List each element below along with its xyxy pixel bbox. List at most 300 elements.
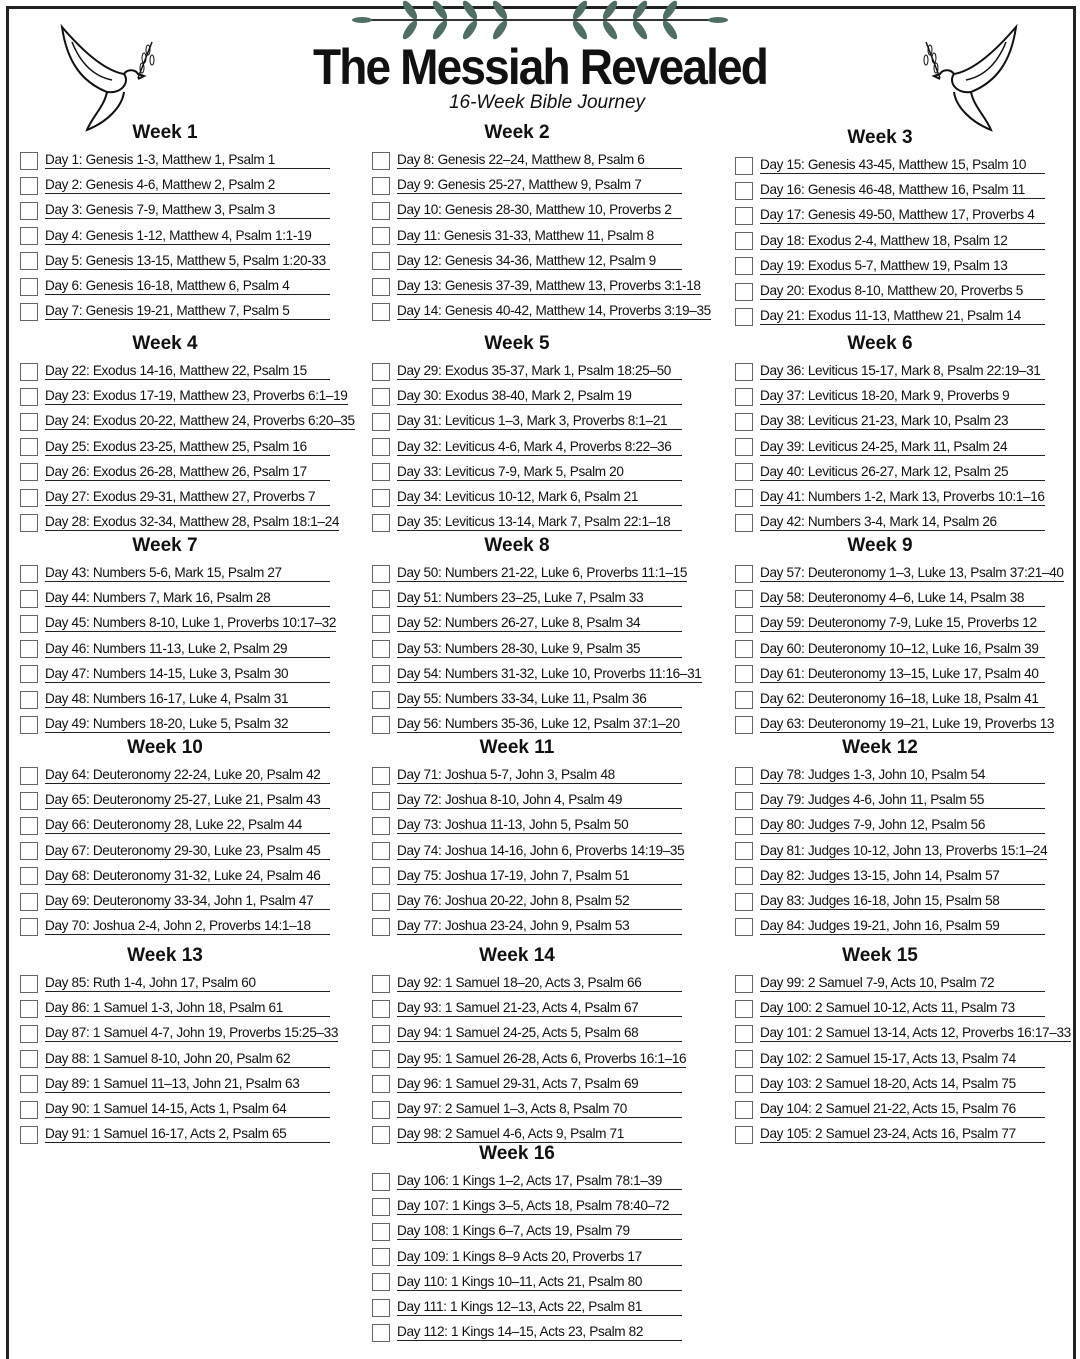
day-checkbox[interactable] [20, 489, 38, 507]
day-reading-label: Day 103: 2 Samuel 18-20, Acts 14, Psalm 75 [760, 1076, 1045, 1093]
day-checkbox[interactable] [20, 227, 38, 245]
day-checkbox[interactable] [735, 232, 753, 250]
day-checkbox[interactable] [372, 918, 390, 936]
day-reading-label: Day 45: Numbers 8-10, Luke 1, Proverbs 10:17–32 [45, 615, 337, 631]
day-checkbox[interactable] [20, 303, 38, 321]
day-checkbox[interactable] [735, 975, 753, 993]
day-checkbox[interactable] [372, 842, 390, 860]
reading-day-item [372, 1270, 717, 1295]
week-title: Week 15 [842, 945, 918, 966]
reading-day-item [20, 274, 365, 299]
day-checkbox[interactable] [20, 1101, 38, 1119]
day-checkbox[interactable] [20, 1050, 38, 1068]
day-reading-label: Day 3: Genesis 7-9, Matthew 3, Psalm 3 [45, 202, 330, 219]
day-checkbox[interactable] [735, 489, 753, 507]
day-checkbox[interactable] [20, 1126, 38, 1144]
reading-day-item [372, 611, 717, 636]
day-reading-label: Day 91: 1 Samuel 16-17, Acts 2, Psalm 65 [45, 1126, 330, 1143]
day-checkbox[interactable] [372, 202, 390, 220]
reading-day-item [372, 1072, 717, 1097]
day-checkbox[interactable] [735, 792, 753, 810]
day-reading-label: Day 46: Numbers 11-13, Luke 2, Psalm 29 [45, 641, 330, 658]
day-checkbox[interactable] [735, 867, 753, 885]
day-reading-label: Day 27: Exodus 29-31, Matthew 27, Proverbs 7 [45, 489, 330, 506]
reading-day-item [372, 763, 717, 788]
day-reading-label: Day 81: Judges 10-12, John 13, Proverbs 15:1–24 [760, 842, 1048, 858]
reading-day-item [735, 637, 1080, 662]
day-checkbox[interactable] [372, 177, 390, 195]
day-checkbox[interactable] [372, 489, 390, 507]
day-checkbox[interactable] [735, 207, 753, 225]
reading-day-item [372, 1245, 717, 1270]
day-reading-label: Day 43: Numbers 5-6, Mark 15, Psalm 27 [45, 565, 330, 582]
day-reading-label: Day 109: 1 Kings 8–9 Acts 20, Proverbs 17 [397, 1249, 682, 1266]
day-checkbox[interactable] [372, 1050, 390, 1068]
reading-day-item [20, 1047, 365, 1072]
day-reading-label: Day 7: Genesis 19-21, Matthew 7, Psalm 5 [45, 303, 330, 320]
day-checkbox[interactable] [735, 413, 753, 431]
day-checkbox[interactable] [20, 438, 38, 456]
day-checkbox[interactable] [20, 817, 38, 835]
day-reading-label: Day 36: Leviticus 15-17, Mark 8, Psalm 22:19–31 [760, 363, 1045, 380]
day-checkbox[interactable] [372, 1025, 390, 1043]
day-reading-label: Day 44: Numbers 7, Mark 16, Psalm 28 [45, 590, 330, 607]
week-section [20, 737, 365, 939]
day-checkbox[interactable] [735, 182, 753, 200]
reading-day-item [372, 637, 717, 662]
day-reading-label: Day 40: Leviticus 26-27, Mark 12, Psalm 25 [760, 464, 1045, 481]
reading-day-item [20, 687, 365, 712]
reading-day-item [372, 561, 717, 586]
day-reading-label: Day 78: Judges 1-3, John 10, Psalm 54 [760, 767, 1045, 784]
day-reading-label: Day 95: 1 Samuel 26-28, Acts 6, Proverbs 16:1–16 [397, 1050, 687, 1066]
week-title: Week 7 [132, 535, 198, 556]
day-reading-label: Day 82: Judges 13-15, John 14, Psalm 57 [760, 868, 1045, 885]
day-checkbox[interactable] [20, 640, 38, 658]
day-checkbox[interactable] [735, 615, 753, 633]
reading-day-item [20, 224, 365, 249]
day-checkbox[interactable] [735, 514, 753, 532]
day-reading-label: Day 112: 1 Kings 14–15, Acts 23, Psalm 82 [397, 1324, 682, 1341]
week-title: Week 13 [127, 945, 203, 966]
week-section [372, 737, 717, 939]
day-checkbox[interactable] [372, 514, 390, 532]
reading-day-item [20, 148, 365, 173]
week-title: Week 8 [484, 535, 550, 556]
reading-day-item [735, 996, 1080, 1021]
day-reading-label: Day 54: Numbers 31-32, Luke 10, Proverbs 11:16–31 [397, 665, 702, 681]
week-section [735, 333, 1080, 535]
day-checkbox[interactable] [735, 157, 753, 175]
week-title: Week 9 [847, 535, 913, 556]
day-reading-label: Day 77: Joshua 23-24, John 9, Psalm 53 [397, 918, 682, 935]
day-reading-label: Day 108: 1 Kings 6–7, Acts 19, Psalm 79 [397, 1223, 682, 1240]
day-checkbox[interactable] [735, 1126, 753, 1144]
reading-day-item [20, 611, 365, 636]
day-checkbox[interactable] [20, 1000, 38, 1018]
day-reading-label: Day 59: Deuteronomy 7-9, Luke 15, Proverbs 12 [760, 615, 1045, 632]
reading-day-item [20, 460, 365, 485]
day-checkbox[interactable] [735, 918, 753, 936]
day-reading-label: Day 2: Genesis 4-6, Matthew 2, Psalm 2 [45, 177, 330, 194]
day-checkbox[interactable] [735, 438, 753, 456]
reading-day-item [735, 1047, 1080, 1072]
week-section [372, 122, 717, 324]
day-reading-label: Day 106: 1 Kings 1–2, Acts 17, Psalm 78:1–39 [397, 1173, 682, 1190]
reading-day-item [372, 274, 717, 299]
reading-day-item [372, 384, 717, 409]
day-reading-label: Day 12: Genesis 34-36, Matthew 12, Psalm 9 [397, 253, 682, 270]
day-reading-label: Day 35: Leviticus 13-14, Mark 7, Psalm 22:1–18 [397, 514, 682, 531]
reading-day-item [20, 1097, 365, 1122]
reading-day-item [735, 384, 1080, 409]
day-checkbox[interactable] [372, 640, 390, 658]
day-reading-label: Day 92: 1 Samuel 18–20, Acts 3, Psalm 66 [397, 975, 682, 992]
day-reading-label: Day 29: Exodus 35-37, Mark 1, Psalm 18:25–50 [397, 363, 682, 380]
day-checkbox[interactable] [372, 893, 390, 911]
day-checkbox[interactable] [735, 1025, 753, 1043]
page-title: The Messiah Revealed [312, 39, 768, 95]
day-reading-label: Day 80: Judges 7-9, John 12, Psalm 56 [760, 817, 1045, 834]
day-checkbox[interactable] [20, 893, 38, 911]
day-checkbox[interactable] [735, 283, 753, 301]
day-checkbox[interactable] [735, 565, 753, 583]
reading-day-item [20, 435, 365, 460]
day-checkbox[interactable] [20, 691, 38, 709]
week-title: Week 2 [484, 122, 550, 143]
week-title: Week 5 [484, 333, 550, 354]
day-reading-label: Day 22: Exodus 14-16, Matthew 22, Psalm 15 [45, 363, 330, 380]
day-reading-label: Day 10: Genesis 28-30, Matthew 10, Proverbs 2 [397, 202, 682, 219]
day-reading-label: Day 111: 1 Kings 12–13, Acts 22, Psalm 81 [397, 1299, 682, 1316]
day-reading-label: Day 57: Deuteronomy 1–3, Luke 13, Psalm 37:21–40 [760, 565, 1064, 581]
day-checkbox[interactable] [372, 716, 390, 734]
day-reading-label: Day 73: Joshua 11-13, John 5, Psalm 50 [397, 817, 682, 834]
reading-day-item [20, 485, 365, 510]
day-checkbox[interactable] [372, 413, 390, 431]
reading-day-item [372, 996, 717, 1021]
day-reading-label: Day 48: Numbers 16-17, Luke 4, Psalm 31 [45, 691, 330, 708]
day-checkbox[interactable] [372, 303, 390, 321]
page-subtitle: 16-Week Bible Journey [448, 92, 646, 113]
reading-day-item [372, 712, 717, 737]
day-reading-label: Day 68: Deuteronomy 31-32, Luke 24, Psalm 46 [45, 868, 330, 885]
day-checkbox[interactable] [372, 590, 390, 608]
week-title: Week 1 [132, 122, 198, 143]
reading-day-item [372, 198, 717, 223]
day-checkbox[interactable] [372, 152, 390, 170]
day-checkbox[interactable] [20, 842, 38, 860]
reading-day-item [735, 409, 1080, 434]
day-checkbox[interactable] [20, 1075, 38, 1093]
day-checkbox[interactable] [20, 202, 38, 220]
day-reading-label: Day 33: Leviticus 7-9, Mark 5, Psalm 20 [397, 464, 682, 481]
day-checkbox[interactable] [372, 792, 390, 810]
day-reading-label: Day 9: Genesis 25-27, Matthew 9, Psalm 7 [397, 177, 682, 194]
reading-day-item [20, 996, 365, 1021]
day-checkbox[interactable] [20, 767, 38, 785]
day-checkbox[interactable] [372, 767, 390, 785]
day-checkbox[interactable] [372, 438, 390, 456]
day-reading-label: Day 87: 1 Samuel 4-7, John 19, Proverbs 15:25–33 [45, 1025, 339, 1041]
reading-day-item [20, 198, 365, 223]
reading-day-item [735, 586, 1080, 611]
day-checkbox[interactable] [372, 388, 390, 406]
day-checkbox[interactable] [372, 227, 390, 245]
day-reading-label: Day 34: Leviticus 10-12, Mark 6, Psalm 21 [397, 489, 682, 506]
reading-day-item [372, 173, 717, 198]
reading-day-item [20, 1122, 365, 1147]
day-checkbox[interactable] [20, 565, 38, 583]
day-reading-label: Day 50: Numbers 21-22, Luke 6, Proverbs 11:1–15 [397, 565, 688, 581]
day-checkbox[interactable] [735, 1075, 753, 1093]
day-checkbox[interactable] [372, 1273, 390, 1291]
reading-day-item [735, 178, 1080, 203]
day-checkbox[interactable] [735, 1101, 753, 1119]
day-checkbox[interactable] [735, 665, 753, 683]
day-reading-label: Day 67: Deuteronomy 29-30, Luke 23, Psalm 45 [45, 843, 330, 860]
day-checkbox[interactable] [20, 152, 38, 170]
day-checkbox[interactable] [20, 363, 38, 381]
day-checkbox[interactable] [735, 308, 753, 326]
reading-day-item [735, 254, 1080, 279]
reading-day-item [372, 299, 717, 324]
day-checkbox[interactable] [20, 918, 38, 936]
reading-day-item [20, 384, 365, 409]
day-reading-label: Day 100: 2 Samuel 10-12, Acts 11, Psalm 73 [760, 1000, 1045, 1017]
reading-day-item [735, 889, 1080, 914]
reading-day-item [20, 359, 365, 384]
reading-day-item [372, 460, 717, 485]
day-checkbox[interactable] [20, 615, 38, 633]
reading-day-item [372, 839, 717, 864]
reading-day-item [372, 1219, 717, 1244]
day-checkbox[interactable] [372, 1324, 390, 1342]
day-checkbox[interactable] [372, 1000, 390, 1018]
week-section [735, 945, 1080, 1147]
reading-day-item [20, 173, 365, 198]
day-reading-label: Day 25: Exodus 23-25, Matthew 25, Psalm 16 [45, 439, 330, 456]
day-checkbox[interactable] [372, 363, 390, 381]
reading-day-item [735, 435, 1080, 460]
day-reading-label: Day 37: Leviticus 18-20, Mark 9, Proverbs 9 [760, 388, 1045, 405]
day-reading-label: Day 72: Joshua 8-10, John 4, Psalm 49 [397, 792, 682, 809]
day-reading-label: Day 56: Numbers 35-36, Luke 12, Psalm 37:1–20 [397, 716, 682, 733]
day-checkbox[interactable] [372, 463, 390, 481]
day-reading-label: Day 71: Joshua 5-7, John 3, Psalm 48 [397, 767, 682, 784]
reading-day-item [20, 813, 365, 838]
day-checkbox[interactable] [735, 363, 753, 381]
reading-day-item [372, 435, 717, 460]
day-reading-label: Day 104: 2 Samuel 21-22, Acts 15, Psalm 76 [760, 1101, 1045, 1118]
day-checkbox[interactable] [372, 1198, 390, 1216]
day-reading-label: Day 86: 1 Samuel 1-3, John 18, Psalm 61 [45, 1000, 330, 1017]
reading-day-item [735, 460, 1080, 485]
day-reading-label: Day 32: Leviticus 4-6, Mark 4, Proverbs 8:22–36 [397, 439, 682, 456]
reading-day-item [372, 409, 717, 434]
week-title: Week 16 [479, 1143, 555, 1164]
week-section [20, 945, 365, 1147]
day-reading-label: Day 52: Numbers 26-27, Luke 8, Psalm 34 [397, 615, 682, 632]
day-checkbox[interactable] [20, 463, 38, 481]
day-reading-label: Day 61: Deuteronomy 13–15, Luke 17, Psalm 40 [760, 666, 1045, 683]
reading-day-item [735, 359, 1080, 384]
reading-day-item [20, 249, 365, 274]
day-checkbox[interactable] [735, 691, 753, 709]
day-checkbox[interactable] [735, 388, 753, 406]
day-checkbox[interactable] [735, 257, 753, 275]
day-checkbox[interactable] [735, 640, 753, 658]
day-checkbox[interactable] [372, 1223, 390, 1241]
reading-day-item [20, 409, 365, 434]
day-checkbox[interactable] [20, 413, 38, 431]
day-reading-label: Day 4: Genesis 1-12, Matthew 4, Psalm 1:1-19 [45, 228, 330, 245]
day-checkbox[interactable] [20, 975, 38, 993]
day-checkbox[interactable] [735, 893, 753, 911]
day-checkbox[interactable] [20, 514, 38, 532]
reading-day-item [372, 813, 717, 838]
day-reading-label: Day 16: Genesis 46-48, Matthew 16, Psalm 11 [760, 182, 1045, 199]
day-checkbox[interactable] [372, 1173, 390, 1191]
day-checkbox[interactable] [20, 278, 38, 296]
reading-day-item [735, 662, 1080, 687]
reading-day-item [372, 864, 717, 889]
reading-day-item [735, 304, 1080, 329]
reading-day-item [20, 1021, 365, 1046]
day-reading-label: Day 49: Numbers 18-20, Luke 5, Psalm 32 [45, 716, 330, 733]
day-reading-label: Day 31: Leviticus 1–3, Mark 3, Proverbs 8:1–21 [397, 413, 682, 430]
week-title: Week 6 [847, 333, 913, 354]
reading-day-item [735, 971, 1080, 996]
reading-day-item [735, 687, 1080, 712]
day-reading-label: Day 97: 2 Samuel 1–3, Acts 8, Psalm 70 [397, 1101, 682, 1118]
day-checkbox[interactable] [735, 716, 753, 734]
day-checkbox[interactable] [372, 665, 390, 683]
reading-day-item [20, 1072, 365, 1097]
day-checkbox[interactable] [372, 278, 390, 296]
day-checkbox[interactable] [20, 792, 38, 810]
day-reading-label: Day 30: Exodus 38-40, Mark 2, Psalm 19 [397, 388, 682, 405]
day-checkbox[interactable] [735, 767, 753, 785]
day-checkbox[interactable] [372, 1075, 390, 1093]
day-checkbox[interactable] [735, 1050, 753, 1068]
day-reading-label: Day 99: 2 Samuel 7-9, Acts 10, Psalm 72 [760, 975, 1045, 992]
reading-day-item [372, 1194, 717, 1219]
day-reading-label: Day 90: 1 Samuel 14-15, Acts 1, Psalm 64 [45, 1101, 330, 1118]
day-reading-label: Day 110: 1 Kings 10–11, Acts 21, Psalm 80 [397, 1274, 682, 1291]
day-reading-label: Day 28: Exodus 32-34, Matthew 28, Psalm 18:1–24 [45, 514, 340, 530]
reading-day-item [735, 611, 1080, 636]
reading-day-item [20, 864, 365, 889]
day-checkbox[interactable] [372, 252, 390, 270]
day-checkbox[interactable] [372, 1126, 390, 1144]
day-reading-label: Day 96: 1 Samuel 29-31, Acts 7, Psalm 69 [397, 1076, 682, 1093]
day-reading-label: Day 8: Genesis 22–24, Matthew 8, Psalm 6 [397, 152, 682, 169]
day-reading-label: Day 58: Deuteronomy 4–6, Luke 14, Psalm 38 [760, 590, 1045, 607]
reading-day-item [20, 299, 365, 324]
day-checkbox[interactable] [735, 1000, 753, 1018]
week-title: Week 10 [127, 737, 203, 758]
reading-day-item [735, 788, 1080, 813]
day-checkbox[interactable] [735, 590, 753, 608]
day-reading-label: Day 85: Ruth 1-4, John 17, Psalm 60 [45, 975, 330, 992]
day-reading-label: Day 51: Numbers 23–25, Luke 7, Psalm 33 [397, 590, 682, 607]
reading-day-item [735, 1072, 1080, 1097]
day-reading-label: Day 88: 1 Samuel 8-10, John 20, Psalm 62 [45, 1051, 330, 1068]
day-reading-label: Day 11: Genesis 31-33, Matthew 11, Psalm 8 [397, 228, 682, 245]
reading-day-item [735, 914, 1080, 939]
day-checkbox[interactable] [372, 565, 390, 583]
week-title: Week 12 [842, 737, 918, 758]
day-reading-label: Day 53: Numbers 28-30, Luke 9, Psalm 35 [397, 641, 682, 658]
day-checkbox[interactable] [20, 716, 38, 734]
day-checkbox[interactable] [20, 1025, 38, 1043]
reading-day-item [20, 712, 365, 737]
day-checkbox[interactable] [372, 975, 390, 993]
day-checkbox[interactable] [735, 817, 753, 835]
week-title: Week 11 [479, 737, 555, 758]
day-reading-label: Day 89: 1 Samuel 11–13, John 21, Psalm 63 [45, 1076, 330, 1093]
reading-day-item [735, 1021, 1080, 1046]
reading-day-item [372, 1097, 717, 1122]
day-checkbox[interactable] [735, 842, 753, 860]
day-checkbox[interactable] [20, 252, 38, 270]
day-checkbox[interactable] [372, 867, 390, 885]
day-checkbox[interactable] [372, 1248, 390, 1266]
day-checkbox[interactable] [372, 615, 390, 633]
day-checkbox[interactable] [372, 691, 390, 709]
day-reading-label: Day 64: Deuteronomy 22-24, Luke 20, Psalm 42 [45, 767, 330, 784]
day-reading-label: Day 21: Exodus 11-13, Matthew 21, Psalm 14 [760, 308, 1045, 325]
week-section [372, 945, 717, 1147]
reading-day-item [20, 586, 365, 611]
reading-day-item [372, 914, 717, 939]
reading-day-item [372, 224, 717, 249]
day-reading-label: Day 102: 2 Samuel 15-17, Acts 13, Psalm 74 [760, 1051, 1045, 1068]
day-reading-label: Day 60: Deuteronomy 10–12, Luke 16, Psalm 39 [760, 641, 1045, 658]
day-reading-label: Day 17: Genesis 49-50, Matthew 17, Proverbs 4 [760, 207, 1045, 224]
day-checkbox[interactable] [372, 1101, 390, 1119]
reading-day-item [372, 359, 717, 384]
day-reading-label: Day 70: Joshua 2-4, John 2, Proverbs 14:1–18 [45, 918, 330, 935]
day-checkbox[interactable] [735, 463, 753, 481]
day-checkbox[interactable] [20, 177, 38, 195]
week-section [20, 122, 365, 324]
day-reading-label: Day 101: 2 Samuel 13-14, Acts 12, Proverbs 16:17–33 [760, 1025, 1071, 1041]
day-reading-label: Day 20: Exodus 8-10, Matthew 20, Proverbs 5 [760, 283, 1045, 300]
day-checkbox[interactable] [372, 1299, 390, 1317]
day-reading-label: Day 105: 2 Samuel 23-24, Acts 16, Psalm 77 [760, 1126, 1045, 1143]
reading-day-item [735, 203, 1080, 228]
reading-day-item [735, 510, 1080, 535]
day-checkbox[interactable] [372, 817, 390, 835]
day-reading-label: Day 84: Judges 19-21, John 16, Psalm 59 [760, 918, 1045, 935]
day-checkbox[interactable] [20, 388, 38, 406]
reading-day-item [20, 510, 365, 535]
day-reading-label: Day 63: Deuteronomy 19–21, Luke 19, Proverbs 13 [760, 716, 1055, 732]
reading-day-item [735, 763, 1080, 788]
day-checkbox[interactable] [20, 867, 38, 885]
day-reading-label: Day 94: 1 Samuel 24-25, Acts 5, Psalm 68 [397, 1025, 682, 1042]
day-reading-label: Day 26: Exodus 26-28, Matthew 26, Psalm 17 [45, 464, 330, 481]
week-section [735, 127, 1080, 329]
day-checkbox[interactable] [20, 590, 38, 608]
reading-day-item [20, 839, 365, 864]
day-checkbox[interactable] [20, 665, 38, 683]
reading-day-item [372, 971, 717, 996]
day-reading-label: Day 76: Joshua 20-22, John 8, Psalm 52 [397, 893, 682, 910]
reading-day-item [735, 153, 1080, 178]
